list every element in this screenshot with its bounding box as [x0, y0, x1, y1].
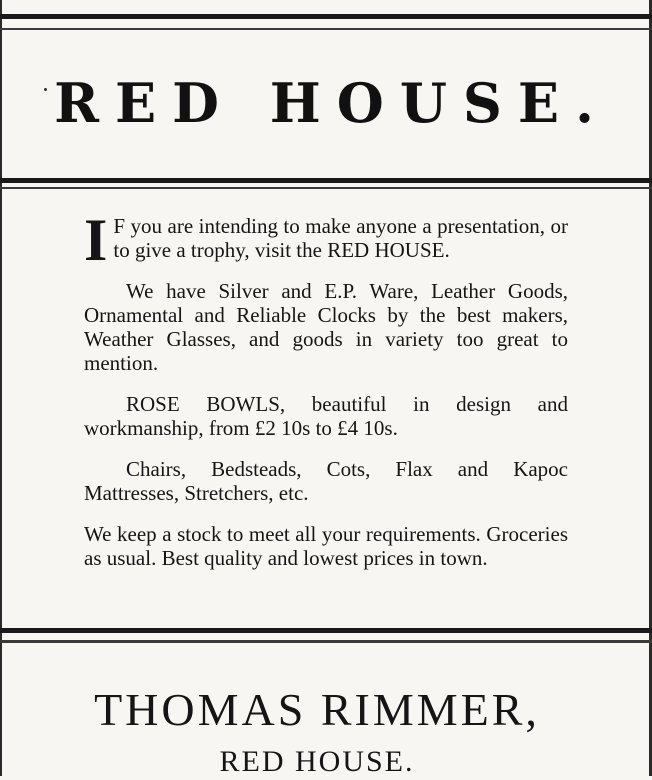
title-rule-bottom — [0, 178, 652, 183]
bottom-rule-thin — [0, 640, 652, 643]
top-rule — [0, 14, 652, 19]
bottom-rule — [0, 628, 652, 633]
goods-paragraph: We have Silver and E.P. Ware, Leather Goods, Ornamental and Reliable Clocks by the best makers, Weather Glasses, and goods in variety too great to mention. — [84, 279, 568, 375]
top-rule-thin — [0, 28, 652, 30]
drop-cap: I — [84, 207, 108, 273]
furniture-paragraph: Chairs, Bedsteads, Cots, Flax and Kapoc Mattresses, Stretchers, etc. — [84, 457, 568, 505]
page-title: RED HOUSE. — [54, 71, 610, 135]
intro-paragraph — [84, 207, 568, 273]
intro-text: F you are intending to make anyone a presentation, or to give a trophy, visit the RED HOUSE. — [113, 214, 568, 262]
stock-paragraph: We keep a stock to meet all your requirements. Groceries as usual. Best quality and lowest prices in town. — [84, 522, 568, 570]
proprietor-name: THOMAS RIMMER, — [94, 684, 540, 735]
store-name: RED HOUSE. — [219, 745, 415, 778]
rose-bowls-paragraph: ROSE BOWLS, beautiful in design and workmanship, from £2 10s to £4 10s. — [84, 392, 568, 440]
title-rule-bottom-thin — [0, 187, 652, 189]
advertisement-body — [84, 207, 568, 587]
